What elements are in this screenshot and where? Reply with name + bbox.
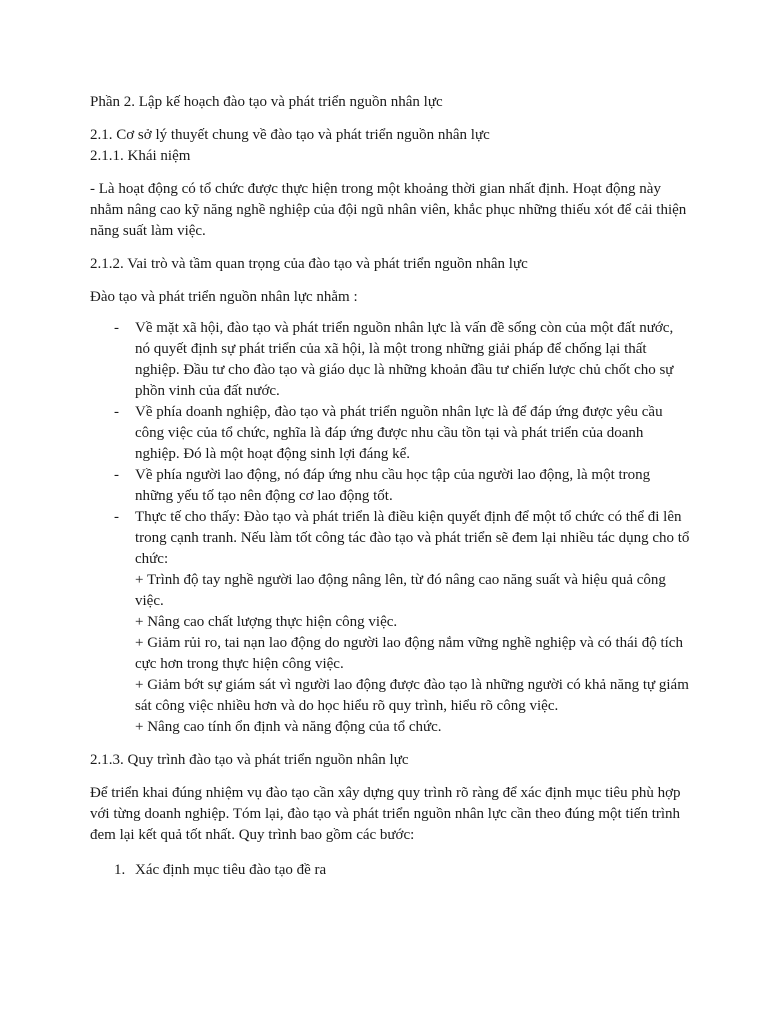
benefit-line: + Nâng cao tính ổn định và năng động của tổ chức. xyxy=(135,719,442,735)
list-item xyxy=(90,507,690,738)
section-2-1-2-heading: 2.1.2. Vai trò và tầm quan trọng của đào tạo và phát triển nguồn nhân lực xyxy=(90,256,528,272)
roles-intro: Đào tạo và phát triển nguồn nhân lực nhằm : xyxy=(90,289,358,305)
roles-list xyxy=(90,318,690,738)
list-item-text: Về phía người lao động, nó đáp ứng nhu cầu học tập của người lao động, là một trong những yếu tố tạo nên động cơ lao động tốt. xyxy=(135,467,651,504)
part-title: Phần 2. Lập kế hoạch đào tạo và phát triển nguồn nhân lực xyxy=(90,94,443,110)
step-text: Xác định mục tiêu đào tạo đề ra xyxy=(135,862,327,878)
process-paragraph: Để triển khai đúng nhiệm vụ đào tạo cần xây dựng quy trình rõ ràng để xác định mục tiêu phù hợp với từng doanh nghiệp. Tóm lại, đào tạo và phát triển nguồn nhân lực cần theo đúng một tiến trình đem lại kết quả tốt nhất. Quy trình bao gồm các bước: xyxy=(90,785,681,843)
benefit-line: + Trình độ tay nghề người lao động nâng lên, từ đó nâng cao năng suất và hiệu quả công việc. xyxy=(135,572,666,609)
section-2-1-heading: 2.1. Cơ sở lý thuyết chung về đào tạo và phát triển nguồn nhân lực xyxy=(90,127,490,143)
step-number: 1. xyxy=(114,862,126,878)
list-item xyxy=(90,318,690,402)
step-item xyxy=(90,860,690,881)
dash-bullet: - xyxy=(114,467,119,483)
list-item-text: Về phía doanh nghiệp, đào tạo và phát triển nguồn nhân lực là để đáp ứng được yêu cầu công việc của tổ chức, nghĩa là đáp ứng được nhu cầu tồn tại và phát triển của doanh nghiệp. Đó là một hoạt động sinh lợi đáng kể. xyxy=(135,404,663,462)
concept-paragraph: - Là hoạt động có tổ chức được thực hiện trong một khoảng thời gian nhất định. Hoạt động này nhằm nâng cao kỹ năng nghề nghiệp của đội ngũ nhân viên, khắc phục những thiếu xót để cải thiện năng suất làm việc. xyxy=(90,181,687,239)
document-page xyxy=(90,92,690,881)
steps-list xyxy=(90,860,690,881)
list-item xyxy=(90,402,690,465)
dash-bullet: - xyxy=(114,404,119,420)
benefit-line: + Giảm rủi ro, tai nạn lao động do người lao động nắm vững nghề nghiệp và có thái độ tích cực hơn trong thực hiện công việc. xyxy=(135,635,683,672)
section-2-1-3-heading: 2.1.3. Quy trình đào tạo và phát triển nguồn nhân lực xyxy=(90,752,409,768)
benefit-line: + Giảm bớt sự giám sát vì người lao động được đào tạo là những người có khả năng tự giám sát công việc nhiều hơn và do học hiểu rõ quy trình, hiểu rõ công việc. xyxy=(135,677,689,714)
list-item-text: Về mặt xã hội, đào tạo và phát triển nguồn nhân lực là vấn đề sống còn của một đất nước, nó quyết định sự phát triển của xã hội, là một trong những giải pháp để chống lại thất nghiệp. Đầu tư cho đào tạo và giáo dục là những khoản đầu tư chiến lược chủ chốt cho sự phồn vinh của đất nước. xyxy=(135,320,674,399)
list-item xyxy=(90,465,690,507)
dash-bullet: - xyxy=(114,509,119,525)
list-item-text: Thực tế cho thấy: Đào tạo và phát triển là điều kiện quyết định để một tổ chức có thể đi lên trong cạnh tranh. Nếu làm tốt công tác đào tạo và phát triển sẽ đem lại nhiều tác dụng cho tổ chức: xyxy=(135,509,690,567)
dash-bullet: - xyxy=(114,320,119,336)
section-2-1-1-heading: 2.1.1. Khái niệm xyxy=(90,148,191,164)
benefit-line: + Nâng cao chất lượng thực hiện công việc. xyxy=(135,614,398,630)
